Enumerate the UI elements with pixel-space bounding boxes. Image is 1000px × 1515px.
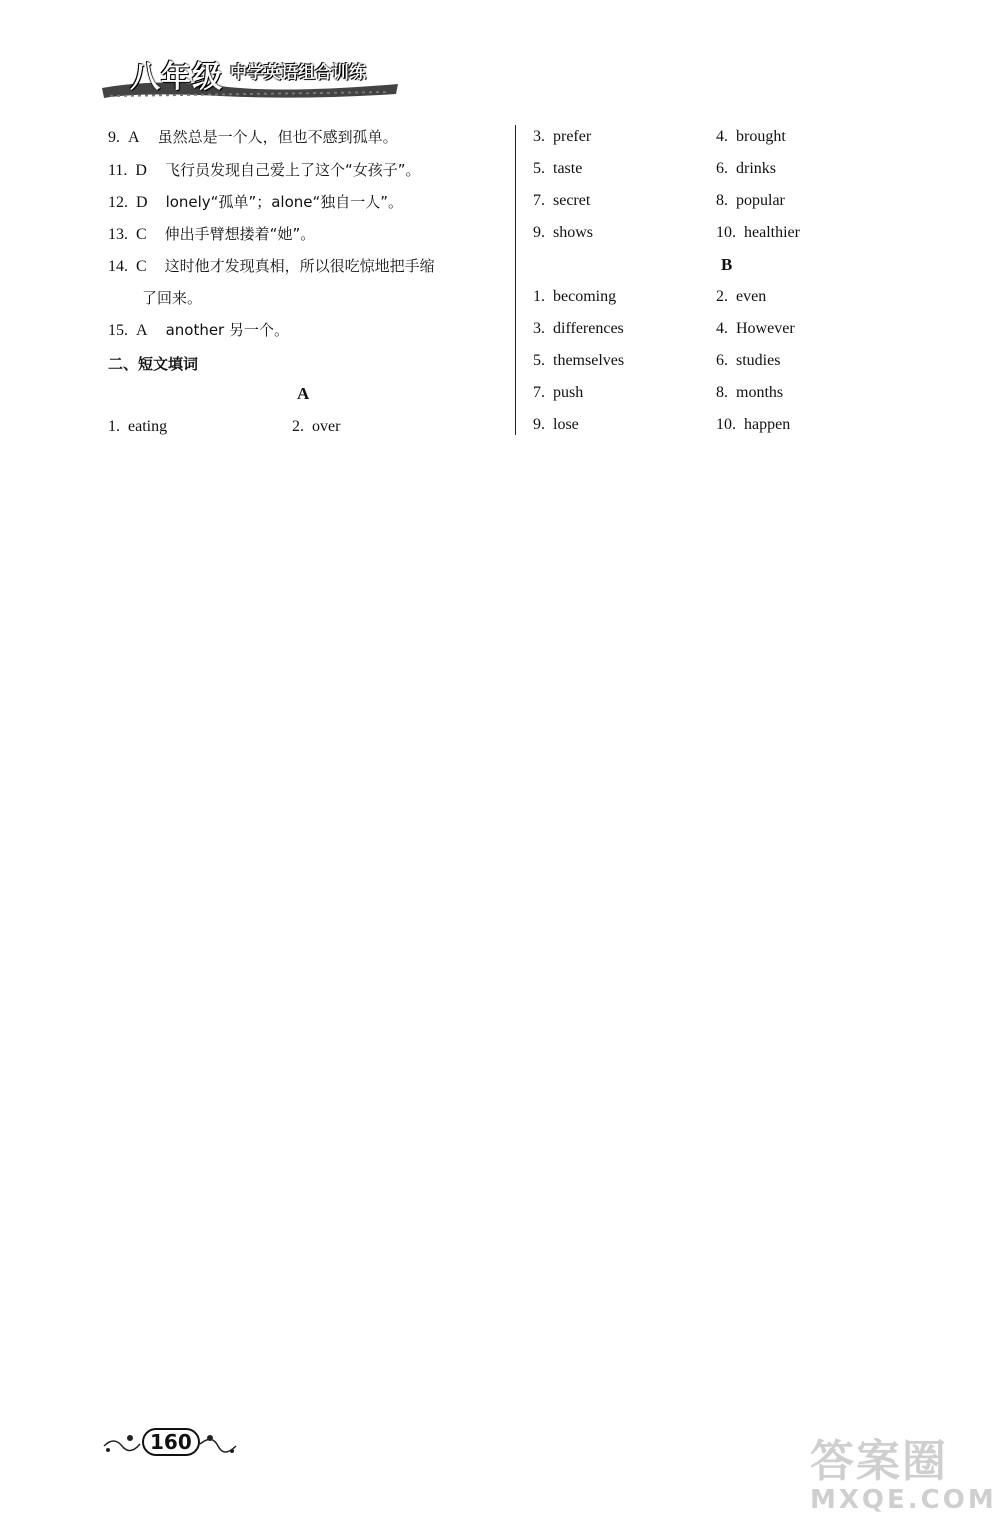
explanation-item [108, 192, 403, 213]
item-number: 13. [108, 226, 128, 243]
answer-number: 7. [533, 384, 545, 401]
explanation-item [108, 224, 315, 245]
answer-word: even [736, 288, 767, 305]
answer-item [716, 159, 776, 179]
answer-word: studies [736, 352, 781, 369]
answer-word: becoming [553, 288, 617, 305]
answer-word: happen [744, 416, 791, 433]
answer-item [716, 319, 795, 339]
answer-number: 6. [716, 352, 728, 369]
answer-item [533, 351, 624, 371]
item-text: 伸出手臂想搂着“她”。 [164, 225, 316, 243]
answer-word: drinks [736, 160, 776, 177]
answer-item [292, 417, 340, 437]
answer-number: 3. [533, 320, 545, 337]
watermark-line-1: 答案圈 [810, 1436, 948, 1487]
answer-word: over [312, 418, 341, 435]
answer-item [533, 191, 590, 211]
item-key: D [135, 162, 147, 179]
answer-number: 9. [533, 416, 545, 433]
explanation-item [108, 320, 289, 341]
item-key: A [136, 322, 148, 339]
book-header [100, 50, 400, 102]
answer-number: 1. [533, 288, 545, 305]
answer-word: push [553, 384, 584, 401]
grade-title: 八年级 [130, 60, 223, 95]
subsection-b-title: B [721, 255, 733, 274]
item-text: 这时他才发现真相，所以很吃惊地把手缩 [164, 257, 435, 275]
answer-item [533, 287, 616, 307]
item-key: A [128, 129, 140, 146]
answer-word: secret [553, 192, 591, 209]
answer-word: lose [553, 416, 579, 433]
answer-number: 10. [716, 224, 736, 241]
item-text: lonely“孤单”；alone“独自一人”。 [165, 193, 404, 211]
item-text-continuation: 了回来。 [142, 289, 203, 307]
answer-word: themselves [553, 352, 625, 369]
answer-number: 4. [716, 320, 728, 337]
explanation-item [108, 127, 398, 148]
item-number: 12. [108, 194, 128, 211]
answer-item [716, 127, 786, 147]
item-text: 虽然总是一个人，但也不感到孤单。 [157, 128, 398, 146]
answer-number: 4. [716, 128, 728, 145]
answer-word: taste [553, 160, 583, 177]
item-key: C [136, 258, 147, 275]
answer-word: popular [736, 192, 785, 209]
answer-item [533, 223, 593, 243]
answer-item [533, 127, 591, 147]
answer-number: 2. [716, 288, 728, 305]
answer-number: 5. [533, 160, 545, 177]
answer-number: 9. [533, 224, 545, 241]
answer-item [716, 287, 766, 307]
answer-item [716, 415, 790, 435]
item-text: another 另一个。 [165, 321, 289, 339]
answer-number: 5. [533, 352, 545, 369]
answer-item [533, 383, 583, 403]
explanation-item [108, 256, 435, 277]
answer-item [533, 319, 624, 339]
column-divider [515, 125, 516, 435]
answer-number: 8. [716, 192, 728, 209]
page-footer [100, 1424, 240, 1464]
item-number: 9. [108, 129, 120, 146]
answer-number: 8. [716, 384, 728, 401]
answer-item [716, 191, 785, 211]
answer-item [533, 159, 582, 179]
answer-word: However [736, 320, 795, 337]
answer-item [716, 223, 800, 243]
watermark [810, 1425, 997, 1515]
answer-word: prefer [553, 128, 592, 145]
answer-word: differences [553, 320, 624, 337]
explanation-item [108, 160, 421, 181]
series-title: 中学英语组合训练 [230, 63, 366, 83]
answer-number: 7. [533, 192, 545, 209]
answer-number: 6. [716, 160, 728, 177]
answer-number: 3. [533, 128, 545, 145]
subsection-a-title: A [297, 384, 310, 403]
section-title: 二、短文填词 [108, 355, 199, 373]
answer-word: shows [553, 224, 594, 241]
answer-item [716, 383, 783, 403]
answer-item [108, 417, 167, 437]
item-key: D [136, 194, 148, 211]
answer-word: eating [128, 418, 168, 435]
answer-number: 10. [716, 416, 736, 433]
item-number: 15. [108, 322, 128, 339]
answer-number: 1. [108, 418, 120, 435]
item-number: 11. [108, 162, 128, 179]
watermark-line-2: MXQE.COM [810, 1485, 997, 1515]
item-text: 飞行员发现自己爱上了这个“女孩子”。 [164, 161, 421, 179]
answer-word: brought [736, 128, 786, 145]
answer-word: months [736, 384, 784, 401]
answer-item [533, 415, 579, 435]
answer-item [716, 351, 780, 371]
item-key: C [136, 226, 147, 243]
answer-word: healthier [744, 224, 800, 241]
page-number: 160 [142, 1428, 200, 1456]
item-number: 14. [108, 258, 128, 275]
answer-number: 2. [292, 418, 304, 435]
